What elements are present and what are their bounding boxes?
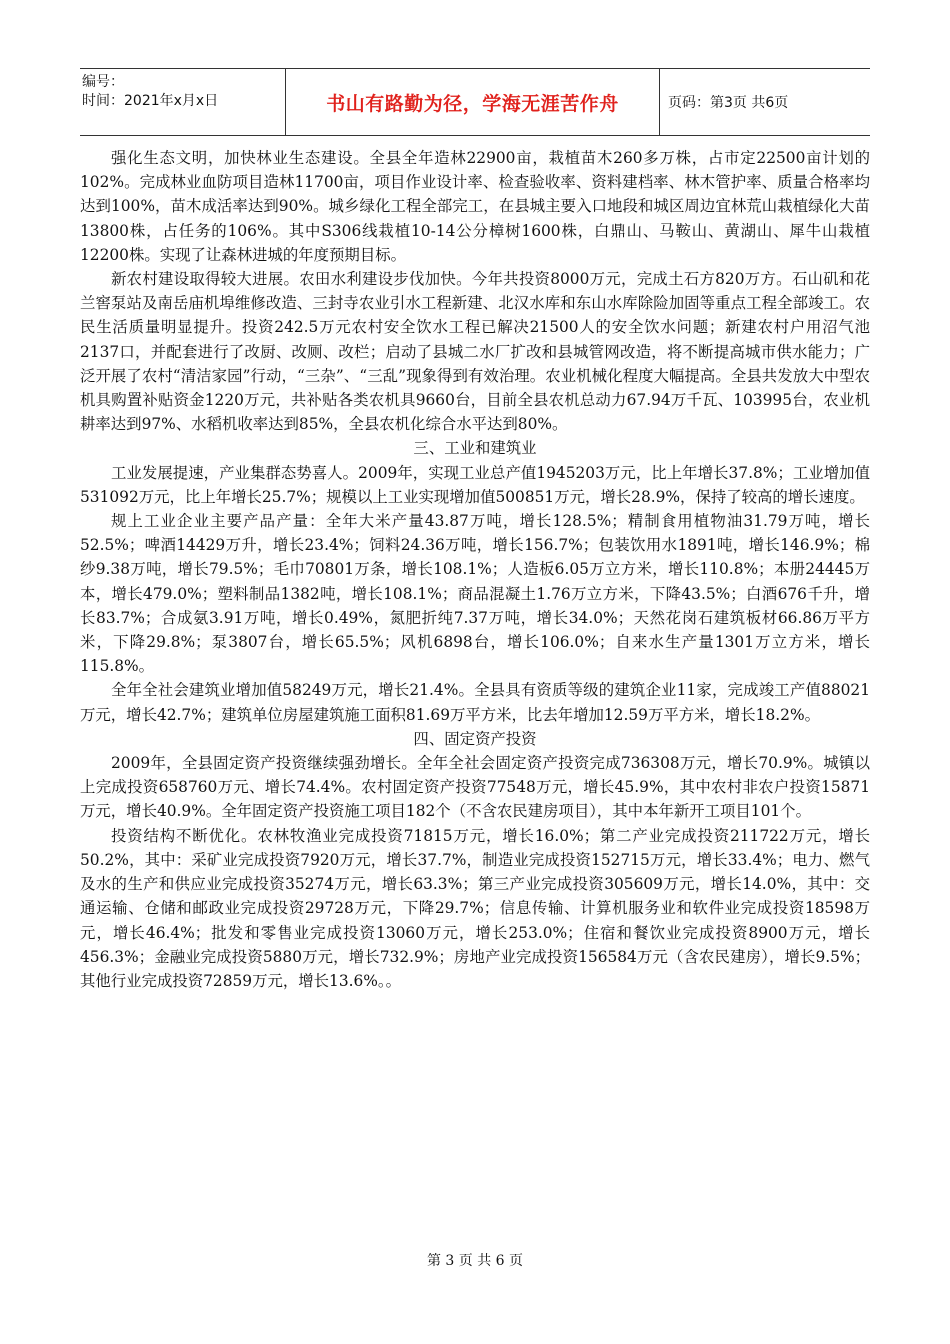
page-header [80, 68, 870, 136]
paragraph: 2009年，全县固定资产投资继续强劲增长。全年全社会固定资产投资完成736308万元，增长70.9%。城镇以上完成投资658760万元、增长74.4%。农村固定资产投资77548万元，增长45.9%，其中农村非农户投资15871万元，增长40.9%。全年固定资产投资施工项目182个（不含农民建房项目），其中本年新开工项目101个。 [80, 754, 870, 821]
section-heading: 三、工业和建筑业 [413, 439, 537, 458]
paragraph: 工业发展提速，产业集群态势喜人。2009年，实现工业总产值1945203万元，比上年增长37.8%；工业增加值531092万元，比上年增长25.7%；规模以上工业实现增加值500851万元，增长28.9%，保持了较高的增长速度。 [80, 463, 870, 506]
paragraph: 强化生态文明，加快林业生态建设。全县全年造林22900亩，栽植苗木260多万株，占市定22500亩计划的102%。完成林业血防项目造林11700亩，项目作业设计率、检查验收率、资料建档率、林木管护率、质量合格率均达到100%，苗木成活率达到90%。城乡绿化工程全部完工，在县城主要入口地段和城区周边宜林荒山栽植绿化大苗13800株，占任务的106%。其中S306线栽植10-14公分樟树1600株，白鼎山、马鞍山、黄湖山、犀牛山栽植12200株。实现了让森林进城的年度预期目标。 [80, 149, 870, 264]
header-page-info: 页码：第3页 共6页 [668, 95, 789, 111]
section-heading: 四、固定资产投资 [413, 729, 537, 748]
document-body [80, 146, 870, 993]
number-label: 编号： [82, 74, 124, 90]
time-label: 时间：2021年x月x日 [82, 93, 219, 109]
header-motto: 书山有路勤为径，学海无涯苦作舟 [286, 69, 660, 135]
paragraph: 全年全社会建筑业增加值58249万元，增长21.4%。全县具有资质等级的建筑企业11家，完成竣工产值88021万元，增长42.7%；建筑单位房屋建筑施工面积81.69万平方米，比去年增加12.59万平方米，增长18.2%。 [80, 681, 870, 724]
paragraph: 新农村建设取得较大进展。农田水利建设步伐加快。今年共投资8000万元，完成土石方820万方。石山矶和花兰窖泵站及南岳庙机埠维修改造、三封寺农业引水工程新建、北汉水库和东山水库除险加固等重点工程全部竣工。农民生活质量明显提升。投资242.5万元农村安全饮水工程已解决21500人的安全饮水问题；新建农村户用沼气池2137口，并配套进行了改厨、改厕、改栏；启动了县城二水厂扩改和县城管网改造，将不断提高城市供水能力；广泛开展了农村“清洁家园”行动，“三杂”、“三乱”现象得到有效治理。农业机械化程度大幅提高。全县共发放大中型农机具购置补贴资金1220万元，共补贴各类农机具9660台，目前全县农机总动力67.94万千瓦、103995台，农业机耕率达到97%、水稻机收率达到85%，全县农机化综合水平达到80%。 [80, 270, 870, 434]
header-meta [80, 69, 286, 135]
paragraph: 规上工业企业主要产品产量：全年大米产量43.87万吨，增长128.5%；精制食用植物油31.79万吨，增长52.5%；啤酒14429万升，增长23.4%；饲料24.36万吨，增长156.7%；包装饮用水1891吨，增长146.9%；棉纱9.38万吨，增长79.5%；毛巾70801万条，增长108.1%；人造板6.05万立方米，增长110.8%；本册24445万本，增长479.0%；塑料制品1382吨，增长108.1%；商品混凝土1.76万立方米，下降43.5%；白酒676千升，增长83.7%；合成氨3.91万吨，增长0.49%，氮肥折纯7.37万吨，增长34.0%；天然花岗石建筑板材66.86万平方米，下降29.8%；泵3807台，增长65.5%；风机6898台，增长106.0%；自来水生产量1301万立方米，增长115.8%。 [80, 512, 870, 676]
page-footer: 第 3 页 共 6 页 [426, 1253, 524, 1269]
paragraph: 投资结构不断优化。农林牧渔业完成投资71815万元，增长16.0%；第二产业完成投资211722万元，增长50.2%，其中：采矿业完成投资7920万元，增长37.7%，制造业完成投资152715万元，增长33.4%；电力、燃气及水的生产和供应业完成投资35274万元，增长63.3%；第三产业完成投资305609万元，增长14.0%，其中：交通运输、仓储和邮政业完成投资29728万元，下降29.7%；信息传输、计算机服务业和软件业完成投资18598万元，增长46.4%；批发和零售业完成投资13060万元，增长253.0%；住宿和餐饮业完成投资8900万元，增长456.3%；金融业完成投资5880万元，增长732.9%；房地产业完成投资156584万元（含农民建房），增长9.5%；其他行业完成投资72859万元，增长13.6%。。 [80, 826, 870, 990]
